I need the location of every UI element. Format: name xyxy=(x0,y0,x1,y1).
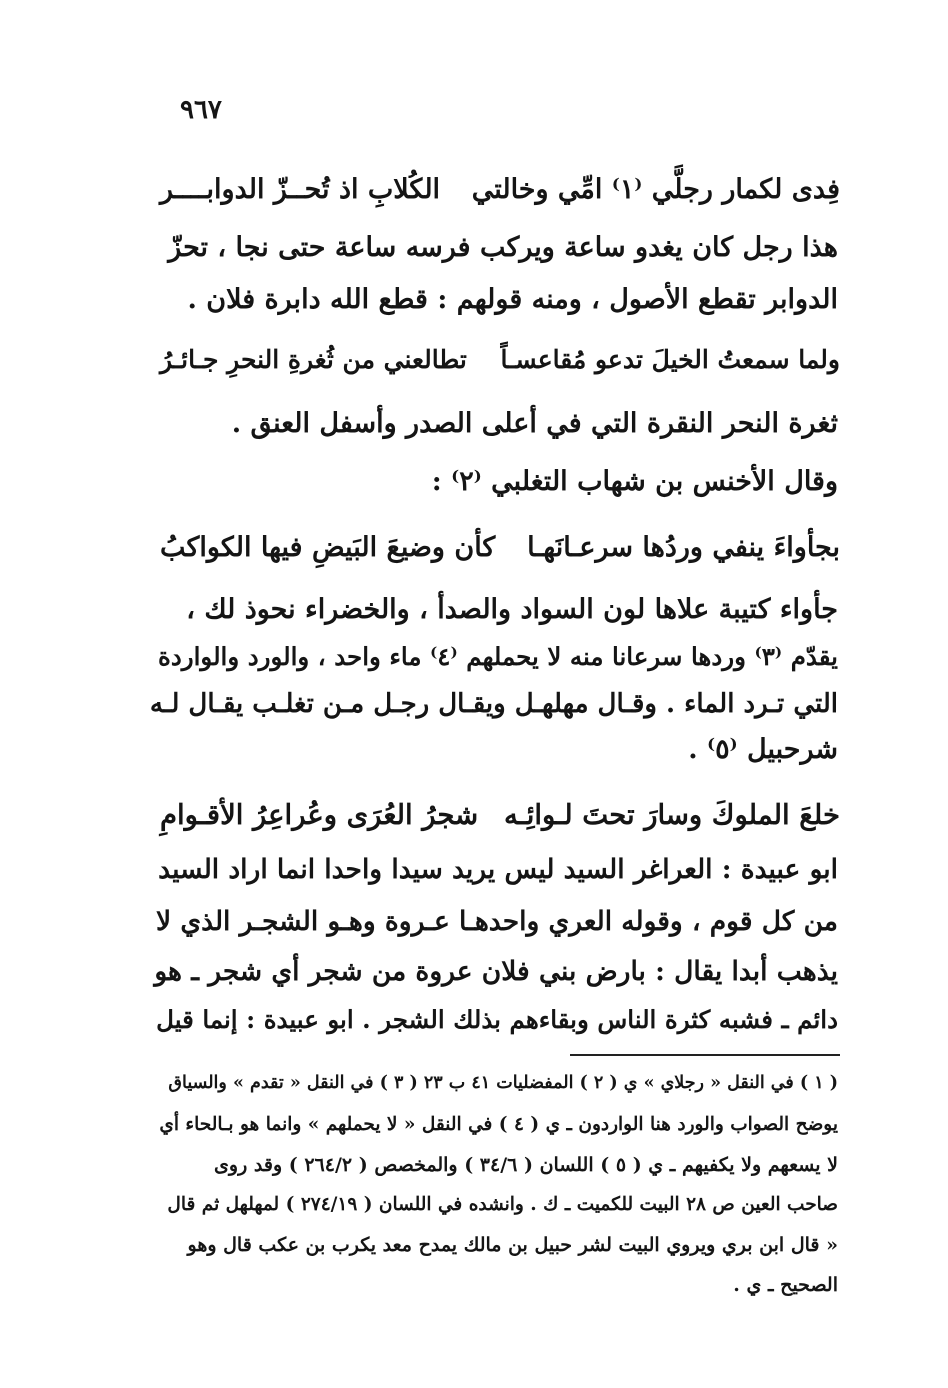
page-number: ٩٦٧ xyxy=(180,95,222,125)
verse-4-first-hemistich: خلعَ الملوكَ وسارَ تحتَ لـوائِـه xyxy=(503,799,840,831)
verse-4 xyxy=(160,793,840,837)
text-line-9: ابو عبيدة : العراغر السيد ليس يريد سيدا واحدا انما اراد السيد xyxy=(158,854,838,885)
verse-3-second-hemistich: كأن وضيعَ البَيضِ فيها الكواكبُ xyxy=(160,532,496,563)
text-line-1: هذا رجل كان يغدو ساعة ويركب فرسه ساعة حتى نجا ، تحزّ xyxy=(168,232,838,263)
text-line-6: يقدّم ⁽٣⁾ وردها سرعانا منه لا يحملهم ⁽٤⁾ ماء واحد ، والورد والواردة xyxy=(158,642,838,671)
verse-4-second-hemistich: شجرُ العُرَى وعُراعِرُ الأقـوامِ xyxy=(160,799,479,831)
text-line-11: يذهب أبدا يقال : بارض بني فلان عروة من شجر أي شجر ـ هو xyxy=(154,956,838,987)
footnote-line-3: لا يسعهم ولا يكفيهم ـ ي ( ٥ ) اللسان ( ٣٤/٦ ) والمخصص ( ٢٦٤/٢ ) وقد روى xyxy=(214,1154,838,1176)
verse-1-first-hemistich: فِدى لكمار رجلَّي ⁽١⁾ امِّي وخالتي xyxy=(471,174,840,205)
text-line-12: دائم ـ فشبه كثرة الناس وبقاءهم بذلك الشجر . ابو عبيدة : إنما قيل xyxy=(156,1005,838,1034)
text-line-5: جأواء كتيبة علاها لون السواد والصدأ ، والخضراء نحوذ لك ، xyxy=(186,594,838,625)
footnote-separator xyxy=(570,1054,840,1056)
text-line-10: من كل قوم ، وقوله العري واحدهـا عـروة وهـو الشجـر الذي لا xyxy=(155,906,838,937)
text-line-2: الدوابر تقطع الأصول ، ومنه قولهم : قطع الله دابرة فلان . xyxy=(187,284,838,315)
verse-1-second-hemistich: الكُلابِ اذ تُحــزّ الدوابــــر xyxy=(160,174,441,205)
verse-3-first-hemistich: بجأواءَ ينفي وردُها سرعـانَهـا xyxy=(527,532,840,563)
text-line-4: وقال الأخنس بن شهاب التغلبي ⁽٢⁾ : xyxy=(431,466,838,497)
verse-2 xyxy=(160,338,840,382)
footnote-line-4: صاحب العين ص ٢٨ البيت للكميت ـ ك . وانشده في اللسان ( ٢٧٤/١٩ ) لمهلهل ثم قال xyxy=(167,1194,838,1215)
verse-2-first-hemistich: ولما سمعتُ الخيلَ تدعو مُقاعسـاً xyxy=(500,345,840,374)
text-line-3: ثغرة النحر النقرة التي في أعلى الصدر وأسفل العنق . xyxy=(231,408,838,439)
footnote-line-2: يوضح الصواب والورد هنا الواردون ـ ي ( ٤ ) في النقل « لا يحملهم » وانما هو بـالحاء أي xyxy=(159,1114,838,1135)
footnote-line-1: ( ١ ) في النقل « رجلاي » ي ( ٢ ) المفضليات ٤١ ب ٢٣ ( ٣ ) في النقل « تقدم » والسياق xyxy=(168,1073,838,1093)
footnote-line-6: الصحيح ـ ي . xyxy=(733,1274,838,1296)
text-line-8: شرحبيل ⁽٥⁾ . xyxy=(688,734,838,765)
footnote-line-5: « قال ابن بري ويروي البيت لشر حبيل بن مالك يمدح معد يكرب بن عكب قال وهو xyxy=(187,1234,838,1256)
verse-2-second-hemistich: تطالعني من ثُغرةِ النحرِ جـائـرُ xyxy=(160,345,467,374)
text-line-7: التي تـرد الماء . وقـال مهلهـل ويقـال رجـل مـن تغلـب يقـال لـه xyxy=(149,689,838,719)
verse-3 xyxy=(160,526,840,570)
verse-1 xyxy=(160,168,840,212)
